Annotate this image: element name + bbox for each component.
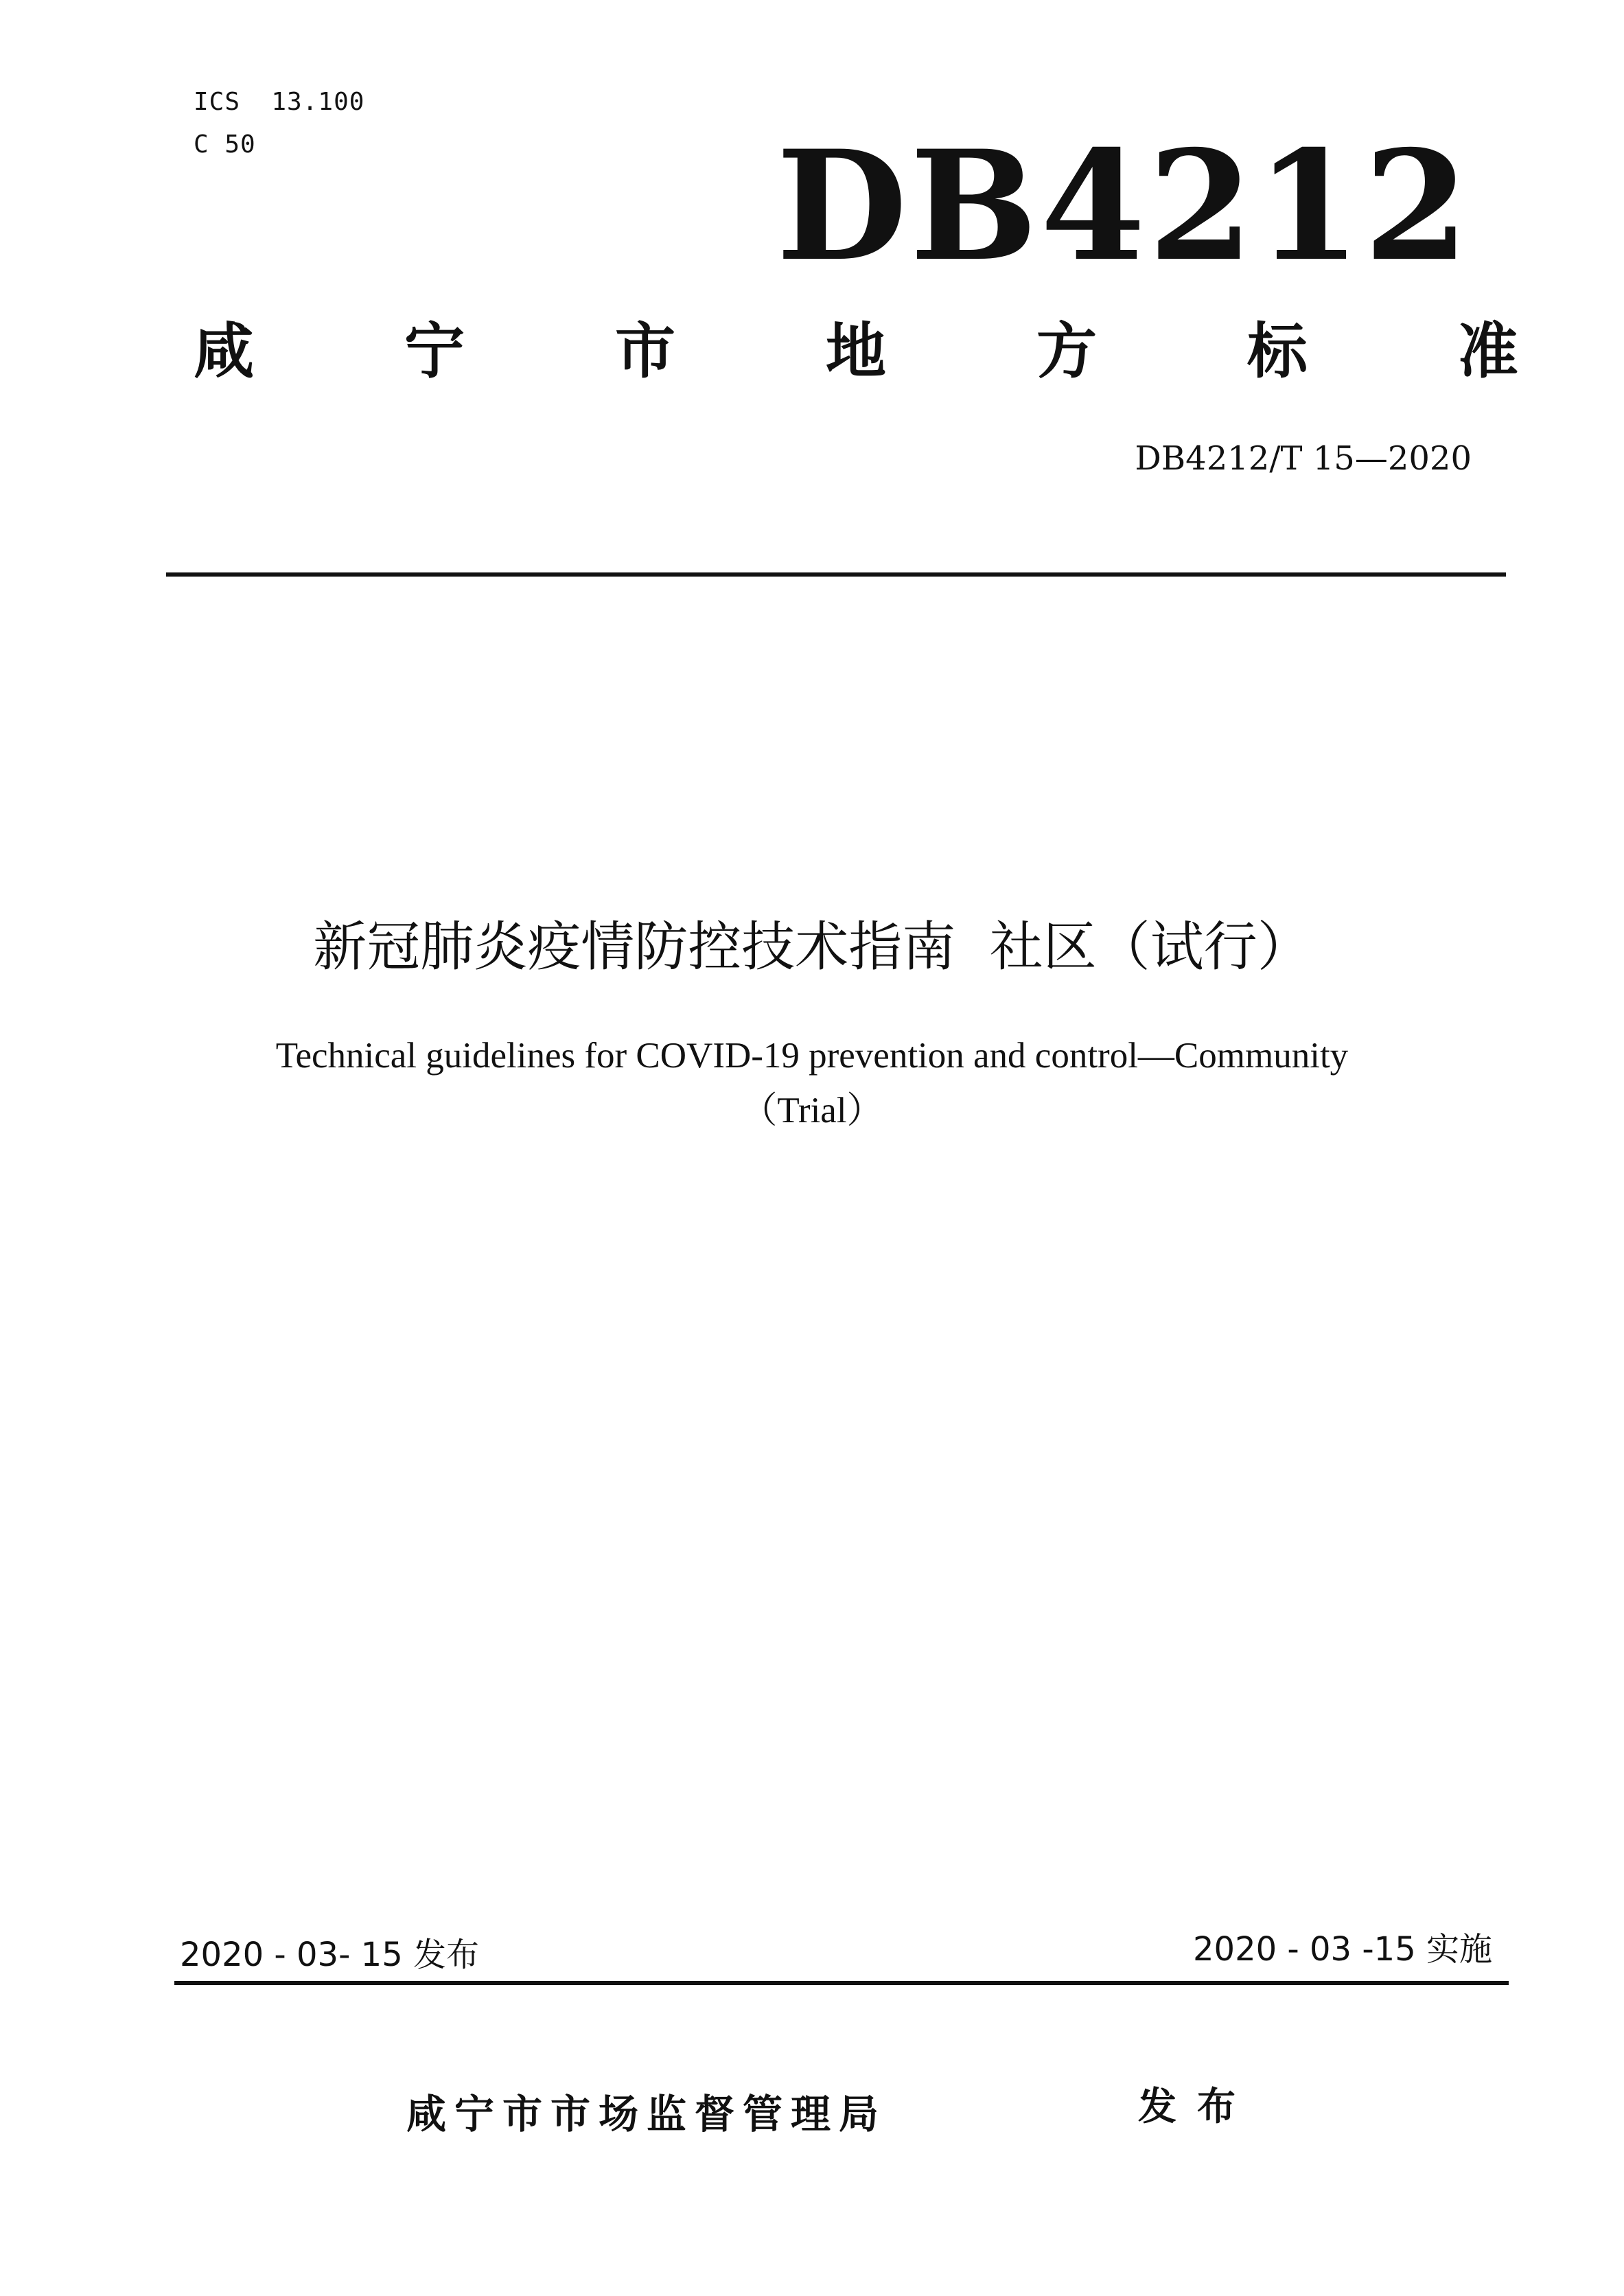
ccs-code: C 50 — [194, 130, 256, 159]
standard-type-char: 方 — [1036, 316, 1097, 386]
issue-date: 2020 - 03- 15 发布 — [180, 1936, 479, 1974]
standard-type-char: 宁 — [404, 316, 465, 386]
standard-type-char: 地 — [825, 316, 886, 386]
standard-number: DB4212/T 15—2020 — [1135, 439, 1472, 478]
english-title-line: Technical guidelines for COVID-19 prevention and control—Community — [275, 1036, 1349, 1076]
standard-type-char: 咸 — [194, 316, 255, 386]
standard-code-large: DB4212 — [776, 117, 1472, 294]
standard-type-char: 准 — [1457, 316, 1518, 386]
implementation-date: 2020 - 03 -15 实施 — [1193, 1930, 1492, 1969]
document-title-english — [0, 1028, 1624, 1138]
top-divider — [166, 572, 1506, 577]
english-title-trial: （Trial） — [741, 1091, 883, 1130]
bottom-divider — [174, 1981, 1509, 1985]
classification-codes — [194, 81, 364, 166]
ics-code: ICS 13.100 — [194, 88, 365, 116]
document-title-chinese: 新冠肺炎疫情防控技术指南 社区（试行） — [313, 916, 1311, 978]
standard-type-char: 标 — [1246, 316, 1308, 386]
standard-type-char: 市 — [614, 316, 675, 386]
issuing-authority: 咸宁市市场监督管理局 — [406, 2091, 888, 2137]
issue-label: 发布 — [1138, 2085, 1256, 2129]
standard-type-heading — [194, 317, 1518, 386]
